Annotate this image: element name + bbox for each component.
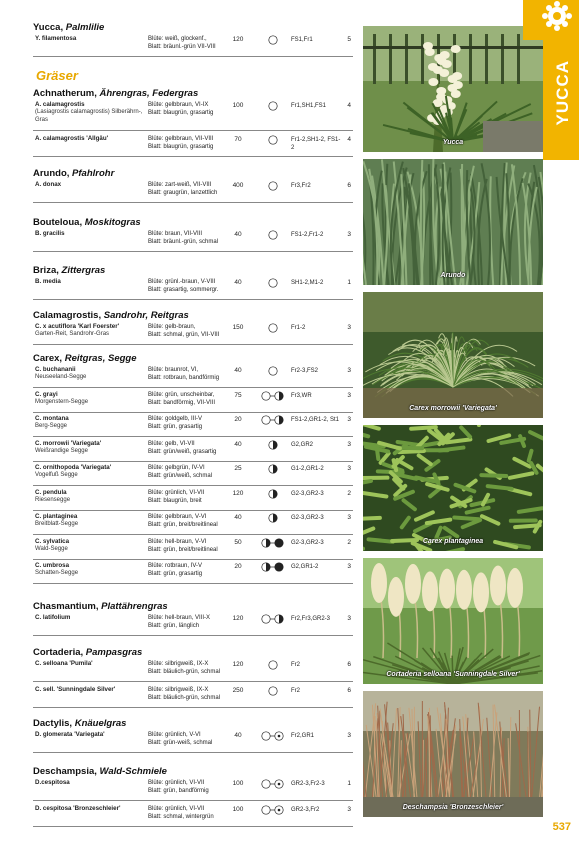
location-code: G2,GR1-2 xyxy=(291,564,319,570)
price-group: 3 xyxy=(347,440,351,448)
height: 120 xyxy=(232,36,244,43)
height: 40 xyxy=(234,514,242,521)
light-requirement-icon xyxy=(258,512,288,526)
height: 120 xyxy=(232,615,244,622)
price-group: 6 xyxy=(347,661,351,668)
photo-caption: Yucca xyxy=(442,139,464,146)
genus-name: Chasmantium, xyxy=(33,601,99,612)
section-arundo xyxy=(33,168,353,196)
genus-name: Yucca, xyxy=(33,22,64,33)
common-name-de: Berg-Segge xyxy=(35,423,68,429)
common-name: Pampasgras xyxy=(83,647,143,658)
section-title xyxy=(33,766,353,777)
plant-photo-carex1 xyxy=(363,292,543,418)
section-dactylis xyxy=(33,718,353,746)
common-name-de: Wald-Segge xyxy=(35,545,68,552)
table-row xyxy=(33,322,353,345)
location-code: SH1-2,M1-2 xyxy=(291,280,324,286)
genus-name: Bouteloua, xyxy=(33,217,83,228)
height: 250 xyxy=(232,687,244,694)
light-requirement-icon xyxy=(258,277,288,291)
species-name: B. gracilis xyxy=(35,230,65,237)
species-name: C. sylvatica xyxy=(35,537,70,545)
section-calamagrostis xyxy=(33,310,353,338)
price-group: 6 xyxy=(347,687,351,694)
table-row xyxy=(33,439,353,462)
price-group: 2 xyxy=(347,489,351,497)
leaf-info: Blatt: grün, grasartig xyxy=(148,424,203,430)
leaf-info: Blatt: blaugrün, breit xyxy=(148,497,202,504)
species-name: C. plantaginea xyxy=(35,513,78,520)
common-name-de: Neuseeland-Segge xyxy=(35,374,87,380)
common-name-de: Breitblatt-Segge xyxy=(35,521,79,527)
photo-caption: Carex plantaginea xyxy=(422,538,484,545)
height: 40 xyxy=(234,367,242,374)
section-title xyxy=(33,718,353,729)
location-code: G2-3,GR2-3 xyxy=(291,515,324,521)
price-group: 3 xyxy=(347,563,351,570)
genus-name: Briza, xyxy=(33,265,59,276)
height: 120 xyxy=(232,489,244,497)
table-row xyxy=(33,659,353,682)
plant-photo-desch xyxy=(363,691,543,817)
common-name: Plattährengras xyxy=(98,601,168,612)
section-chasmantium xyxy=(33,601,353,629)
bloom-info: Blüte: gelbbraun, VI-IX xyxy=(148,102,209,108)
section-title xyxy=(33,168,353,179)
common-name-de: Vogelfuß Segge xyxy=(35,472,78,478)
height: 20 xyxy=(234,563,242,570)
common-name-de: Riesensegge xyxy=(35,496,71,503)
species-name: C. morrowii 'Variegata' xyxy=(35,439,102,447)
species-name: C. ornithopoda 'Variegata' xyxy=(35,464,112,471)
location-code: Fr3,Fr2 xyxy=(291,183,311,189)
bloom-info: Blüte: grünlich, VI-VII xyxy=(148,780,205,786)
bloom-info: Blüte: gelb-braun, xyxy=(148,324,196,330)
leaf-info: Blatt: graugrün, lanzettlich xyxy=(148,190,218,196)
table-row xyxy=(33,730,353,753)
section-achnatherum xyxy=(33,88,353,151)
common-name: Ährengras, Federgras xyxy=(96,88,199,99)
section-yucca xyxy=(33,22,353,50)
bloom-info: Blüte: grünlich, VI-VII xyxy=(148,489,205,496)
table-row xyxy=(33,488,353,511)
bloom-info: Blüte: gelbgrün, IV-VI xyxy=(148,465,205,471)
height: 100 xyxy=(232,102,244,109)
price-group: 1 xyxy=(347,279,351,286)
flower-icon xyxy=(523,0,579,40)
common-name: Wald-Schmiele xyxy=(96,766,167,777)
genus-name: Cortaderia, xyxy=(33,647,84,658)
height: 50 xyxy=(234,538,242,546)
light-requirement-icon xyxy=(258,414,288,428)
common-name: Zittergras xyxy=(58,265,106,276)
location-code: Fr2,GR1 xyxy=(291,733,315,739)
height: 40 xyxy=(234,732,242,739)
common-name: Reitgras, Segge xyxy=(62,353,137,364)
location-code: G2-3,GR2-3 xyxy=(291,490,324,497)
genus-name: Carex, xyxy=(33,353,63,364)
location-code: FS1,Fr1 xyxy=(291,37,313,43)
photo-caption: Cortaderia selloana 'Sunningdale Silver' xyxy=(386,671,520,678)
plant-photo-cort xyxy=(363,558,543,684)
leaf-info: Blatt: grasartig, sommergr. xyxy=(148,287,219,293)
species-name: Y. filamentosa xyxy=(35,35,77,42)
group-label: Gräser xyxy=(36,68,78,83)
species-name: D. glomerata 'Variegata' xyxy=(35,731,105,738)
leaf-info: Blatt: bräunl.-grün, schmal xyxy=(148,239,219,245)
leaf-info: Blatt: schmal, grün, VII-VIII xyxy=(148,332,220,338)
section-title xyxy=(33,353,353,364)
bloom-info: Blüte: hell-braun, VIII-X xyxy=(148,615,211,621)
section-cortaderia xyxy=(33,647,353,701)
bloom-info: Blüte: gelb, VI-VII xyxy=(148,440,195,447)
bloom-info: Blüte: grünlich, V-VI xyxy=(148,732,201,738)
location-code: Fr2 xyxy=(291,662,300,668)
bloom-info: Blüte: grün, unscheinbar, xyxy=(148,391,215,398)
table-row xyxy=(33,229,353,252)
light-requirement-icon xyxy=(258,778,288,792)
location-code: Fr3,WR xyxy=(291,392,312,399)
price-group: 3 xyxy=(347,732,351,739)
page-number: 537 xyxy=(552,821,571,833)
height: 40 xyxy=(234,231,242,238)
leaf-info: Blatt: grün, breit/breitlineal xyxy=(148,546,218,553)
species-name: C. montana xyxy=(35,415,69,422)
location-code: Fr2,Fr3,GR2-3 xyxy=(291,616,331,622)
height: 120 xyxy=(232,661,244,668)
bloom-info: Blüte: grünl.-braun, V-VIII xyxy=(148,279,216,285)
location-code: GR2-3,Fr2 xyxy=(291,807,320,813)
location-code: G2-3,GR2-3 xyxy=(291,539,324,546)
bloom-info: Blüte: weiß, glockenf., xyxy=(148,36,207,42)
location-code: Fr1-2 xyxy=(291,325,306,331)
light-requirement-icon xyxy=(258,537,288,551)
location-code: Fr2-3,FS2 xyxy=(291,368,319,374)
light-requirement-icon xyxy=(258,390,288,404)
species-name: C. umbrosa xyxy=(35,562,70,569)
photo-caption: Deschampsia 'Bronzeschleier' xyxy=(402,804,504,811)
genus-name: Achnatherum, xyxy=(33,88,97,99)
genus-name: Deschampsia, xyxy=(33,766,97,777)
leaf-info: Blatt: grün, grasartig xyxy=(148,571,203,577)
plant-photo-carex2 xyxy=(363,425,543,551)
common-name-de: (Lasiagrostis calamagrostis) Silberährn-, Gras xyxy=(35,109,143,123)
light-requirement-icon xyxy=(258,804,288,818)
light-requirement-icon xyxy=(258,365,288,379)
table-row xyxy=(33,537,353,560)
height: 100 xyxy=(232,780,244,787)
genus-name: Dactylis, xyxy=(33,718,73,729)
species-name: C. buchananii xyxy=(35,366,76,373)
section-title xyxy=(33,88,353,99)
bloom-info: Blüte: rotbraun, IV-V xyxy=(148,563,203,569)
common-name: Palmlilie xyxy=(63,22,105,33)
common-name: Knäuelgras xyxy=(72,718,127,729)
price-group: 3 xyxy=(347,514,351,521)
bloom-info: Blüte: braunrot, VI, xyxy=(148,367,199,373)
plant-photo-yucca xyxy=(363,26,543,152)
bloom-info: Blüte: silbrigweiß, IX-X xyxy=(148,687,209,693)
leaf-info: Blatt: bräunl.-grün VII-VIII xyxy=(148,44,216,50)
price-group: 3 xyxy=(347,231,351,238)
leaf-info: Blatt: schmal, wintergrün xyxy=(148,814,214,820)
table-row xyxy=(33,365,353,388)
species-name: D. cespitosa 'Bronzeschleier' xyxy=(35,805,121,812)
species-name: C. x acutiflora 'Karl Foerster' xyxy=(35,323,120,330)
table-row xyxy=(33,390,353,413)
species-name: B. media xyxy=(35,278,61,285)
light-requirement-icon xyxy=(258,730,288,744)
table-row xyxy=(33,778,353,801)
height: 75 xyxy=(234,391,242,399)
common-name-de: Schatten-Segge xyxy=(35,570,79,576)
section-title xyxy=(33,265,353,276)
bloom-info: Blüte: hell-braun, V-VI xyxy=(148,538,207,545)
section-title xyxy=(33,310,353,321)
light-requirement-icon xyxy=(258,34,288,48)
section-title xyxy=(33,217,353,228)
price-group: 3 xyxy=(347,391,351,399)
height: 150 xyxy=(232,324,244,331)
bloom-info: Blüte: silbrigweiß, IX-X xyxy=(148,661,209,667)
genus-name: Calamagrostis, xyxy=(33,310,102,321)
light-requirement-icon xyxy=(258,439,288,453)
section-carex xyxy=(33,353,353,577)
section-title xyxy=(33,601,353,612)
price-group: 3 xyxy=(347,615,351,622)
light-requirement-icon xyxy=(258,685,288,699)
leaf-info: Blatt: bläulich-grün, schmal xyxy=(148,669,221,675)
height: 400 xyxy=(232,182,244,189)
section-deschampsia xyxy=(33,766,353,820)
leaf-info: Blatt: bläulich-grün, schmal xyxy=(148,695,221,701)
light-requirement-icon xyxy=(258,488,288,502)
location-code: FS1-2,Fr1-2 xyxy=(291,232,324,238)
species-name: A. calamagrostis xyxy=(35,101,85,108)
height: 70 xyxy=(234,136,242,143)
price-group: 6 xyxy=(347,182,351,189)
leaf-info: Blatt: blaugrün, grasartig xyxy=(148,144,214,150)
section-title xyxy=(33,22,353,33)
table-row xyxy=(33,804,353,827)
bloom-info: Blüte: gelbbraun, V-VI xyxy=(148,514,207,520)
location-code: Fr1-2,SH1-2, FS1-2 xyxy=(291,137,341,151)
leaf-info: Blatt: grün/weiß, schmal xyxy=(148,473,213,479)
species-name: C. grayi xyxy=(35,390,58,398)
table-row xyxy=(33,613,353,636)
species-name: A. calamagrostis 'Allgäu' xyxy=(35,135,109,142)
table-row xyxy=(33,277,353,300)
light-requirement-icon xyxy=(258,322,288,336)
leaf-info: Blatt: rotbraun, bandförmig xyxy=(148,375,220,381)
location-code: G2,GR2 xyxy=(291,441,314,448)
plant-photo-arundo xyxy=(363,159,543,285)
species-name: D.cespitosa xyxy=(35,779,70,786)
table-row xyxy=(33,180,353,203)
light-requirement-icon xyxy=(258,613,288,627)
price-group: 4 xyxy=(347,136,351,143)
species-name: C. selloana 'Pumila' xyxy=(35,660,93,667)
light-requirement-icon xyxy=(258,463,288,477)
species-name: C. pendula xyxy=(35,488,67,496)
location-code: GR2-3,Fr2-3 xyxy=(291,781,325,787)
bloom-info: Blüte: goldgelb, III-V xyxy=(148,416,203,422)
location-code: G1-2,GR1-2 xyxy=(291,466,324,472)
common-name-de: Garten-Reit, Sandrohr-Gras xyxy=(35,331,110,337)
common-name-de: Morgenstern-Segge xyxy=(35,398,89,405)
table-row xyxy=(33,100,353,131)
bloom-info: Blüte: braun, VII-VIII xyxy=(148,231,203,237)
section-title xyxy=(33,647,353,658)
height: 20 xyxy=(234,416,242,423)
common-name: Pfahlrohr xyxy=(69,168,115,179)
photo-caption: Carex morrowii 'Variegata' xyxy=(409,405,497,412)
leaf-info: Blatt: grün, bandförmig xyxy=(148,788,209,794)
bloom-info: Blüte: gelbbraun, VII-VIII xyxy=(148,136,214,142)
leaf-info: Blatt: blaugrün, grasartig xyxy=(148,110,214,116)
height: 25 xyxy=(234,465,242,472)
species-name: C. sell. 'Sunningdale Silver' xyxy=(35,686,116,693)
common-name: Moskitogras xyxy=(82,217,141,228)
location-code: Fr2 xyxy=(291,688,300,694)
price-group: 3 xyxy=(347,416,351,423)
price-group: 3 xyxy=(347,465,351,472)
leaf-info: Blatt: grün, länglich xyxy=(148,623,200,629)
leaf-info: Blatt: grün-weiß, schmal xyxy=(148,740,213,746)
light-requirement-icon xyxy=(258,229,288,243)
bloom-info: Blüte: grünlich, VI-VII xyxy=(148,806,205,812)
light-requirement-icon xyxy=(258,561,288,575)
height: 40 xyxy=(234,279,242,286)
light-requirement-icon xyxy=(258,100,288,114)
side-label: YUCCA xyxy=(553,60,572,126)
light-requirement-icon xyxy=(258,134,288,148)
photo-caption: Arundo xyxy=(440,272,466,279)
table-row xyxy=(33,561,353,584)
height: 40 xyxy=(234,440,242,448)
price-group: 5 xyxy=(347,36,351,43)
table-row xyxy=(33,685,353,708)
genus-name: Arundo, xyxy=(33,168,70,179)
leaf-info: Blatt: grün, breit/breitlineal xyxy=(148,522,218,528)
light-requirement-icon xyxy=(258,180,288,194)
table-row xyxy=(33,134,353,157)
height: 100 xyxy=(232,806,244,813)
bloom-info: Blüte: zart-weiß, VII-VIII xyxy=(148,182,212,188)
location-code: FS1-2,GR1-2, St1 xyxy=(291,417,340,423)
price-group: 4 xyxy=(347,102,351,109)
price-group: 3 xyxy=(347,367,351,374)
species-name: A. donax xyxy=(35,181,62,188)
species-name: C. latifolium xyxy=(35,614,71,621)
table-row xyxy=(33,414,353,437)
price-group: 3 xyxy=(347,806,351,813)
leaf-info: Blatt: grün/weiß, grasartig xyxy=(148,448,217,455)
table-row xyxy=(33,512,353,535)
section-briza xyxy=(33,265,353,293)
price-group: 2 xyxy=(347,538,351,546)
location-code: Fr1,SH1,FS1 xyxy=(291,103,327,109)
table-row xyxy=(33,34,353,57)
common-name-de: Weißrandige Segge xyxy=(35,447,88,454)
table-row xyxy=(33,463,353,486)
side-tab xyxy=(543,0,579,160)
price-group: 1 xyxy=(347,780,351,787)
light-requirement-icon xyxy=(258,659,288,673)
leaf-info: Blatt: bandförmig, VII-VIII xyxy=(148,399,216,406)
price-group: 3 xyxy=(347,324,351,331)
common-name: Sandrohr, Reitgras xyxy=(101,310,189,321)
section-bouteloua xyxy=(33,217,353,245)
